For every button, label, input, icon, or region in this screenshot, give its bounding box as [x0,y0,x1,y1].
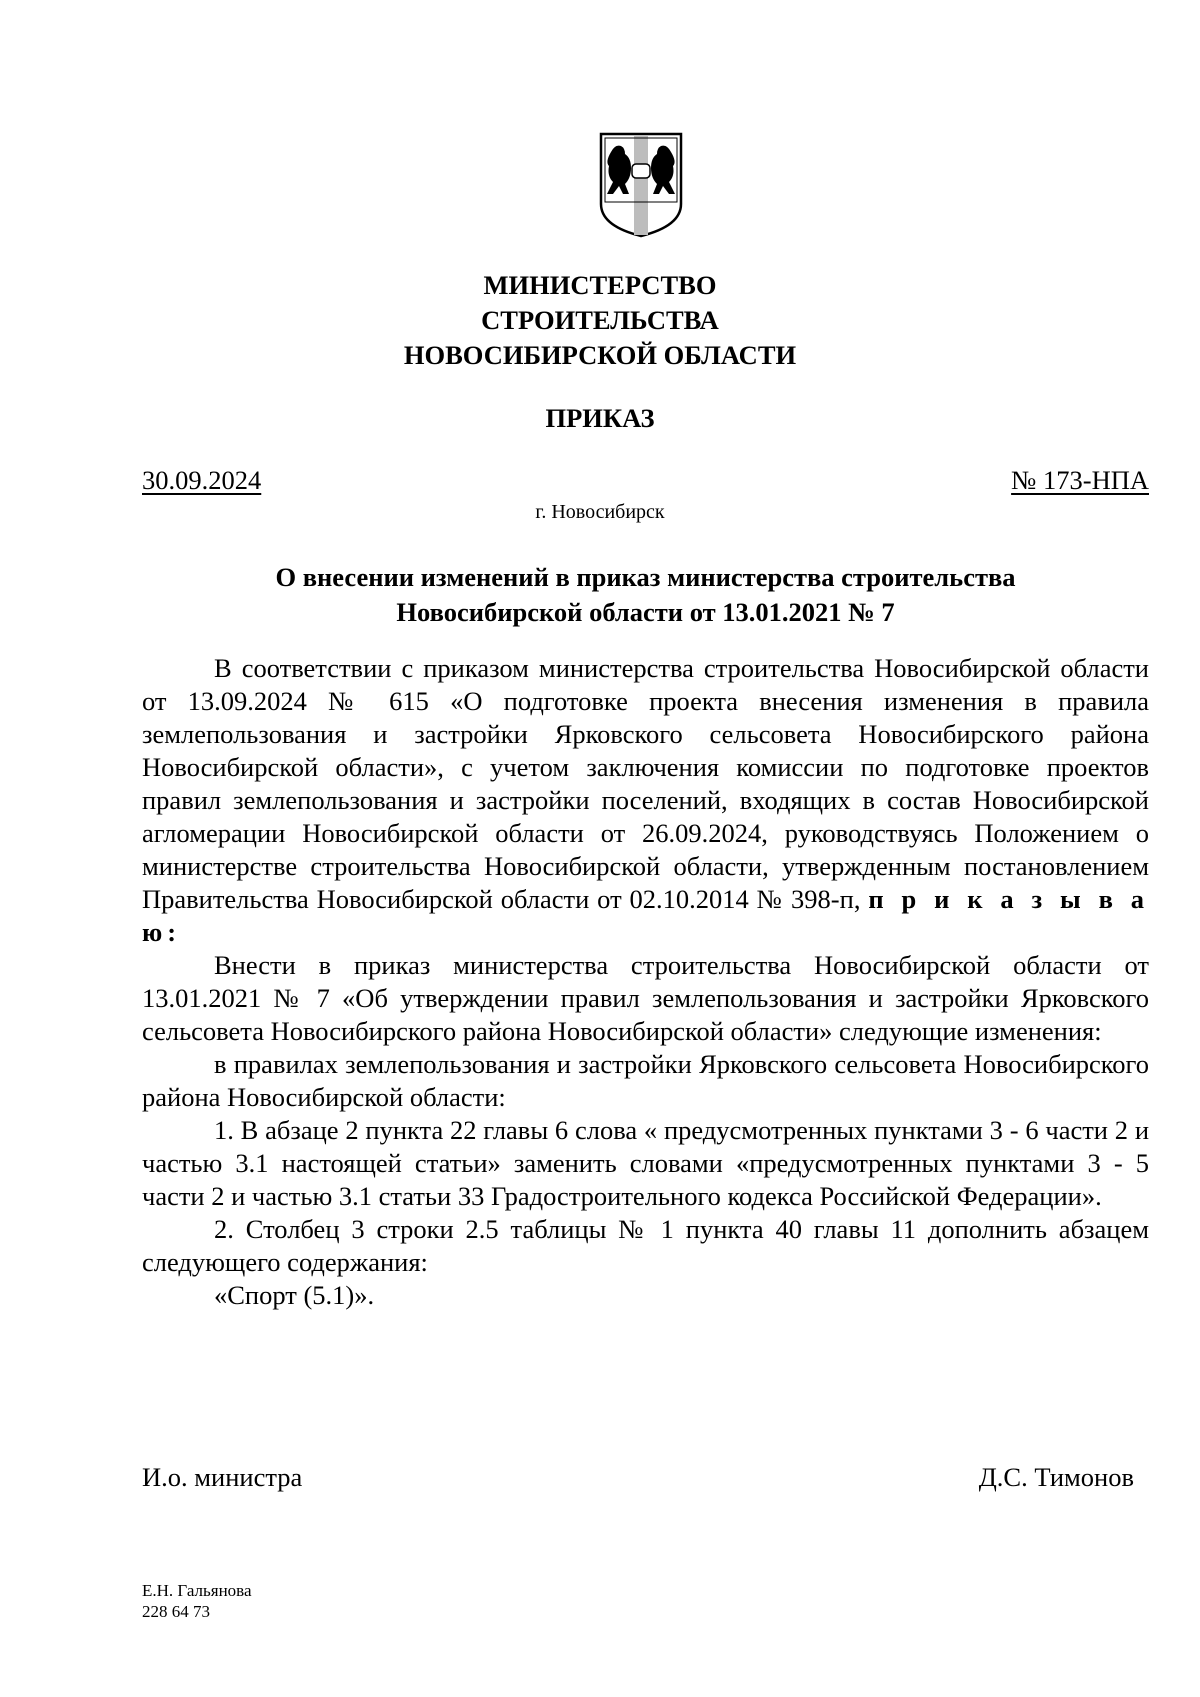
document-date: 30.09.2024 [142,465,262,495]
signer-name: Д.С. Тимонов [978,1462,1134,1492]
executor-name: Е.Н. Гальянова [142,1581,252,1600]
document-type: ПРИКАЗ [545,403,655,433]
document-subject [142,560,1149,630]
body-paragraph-1: Внести в приказ министерства строительства Новосибирской области от 13.01.2021 № 7 «Об утверждении правил землепользования и застройки Ярковского сельсовета Новосибирского района Новосибирской области» следующие изменения: [142,950,1149,1046]
executor-phone: 228 64 73 [142,1602,210,1621]
ministry-line-2: СТРОИТЕЛЬСТВА [481,305,719,335]
body-paragraph-2: в правилах землепользования и застройки Ярковского сельсовета Новосибирского района Новосибирской области: [142,1049,1149,1112]
body-paragraph-3: 1. В абзаце 2 пункта 22 главы 6 слова « предусмотренных пунктами 3 - 6 части 2 и частью 3.1 настоящей статьи» заменить словами «предусмотренных пунктами 3 - 5 части 2 и частью 3.1 статьи 33 Градостроительного кодекса Российской Федерации». [142,1115,1149,1211]
executor-block [142,1580,252,1622]
ministry-name [0,268,1200,373]
body-paragraph-5: «Спорт (5.1)». [214,1280,375,1310]
subject-line-2: Новосибирской области от 13.01.2021 № 7 [396,597,895,627]
signer-title: И.о. министра [142,1462,303,1492]
body-paragraph-4: 2. Столбец 3 строки 2.5 таблицы № 1 пункта 40 главы 11 дополнить абзацем следующего содержания: [142,1214,1149,1277]
preamble-text: В соответствии с приказом министерства строительства Новосибирской области от 13.09.2024 № 615 «О подготовке проекта внесения изменения в правила землепользования и застройки Ярковского сельсовета Новосибирского района Новосибирской области», с учетом заключения комиссии по подготовке проектов правил землепользования и застройки поселений, входящих в состав Новосибирской агломерации Новосибирской области от 26.09.2024, руководствуясь Положением о министерстве строительства Новосибирской области, утвержденным постановлением Правительства Новосибирской области от 02.10.2014 № 398-п, [142,653,1149,914]
preamble-paragraph [142,652,1149,949]
document-body [142,652,1149,1312]
subject-line-1: О внесении изменений в приказ министерства строительства [275,562,1016,592]
order-word: п р и к а з ы в а ю: [142,884,1150,947]
ministry-line-3: НОВОСИБИРСКОЙ ОБЛАСТИ [403,340,797,370]
coat-of-arms-icon [597,130,685,240]
document-number: № 173-НПА [1011,465,1149,495]
document-city: г. Новосибирск [535,501,665,523]
ministry-line-1: МИНИСТЕРСТВО [483,270,717,300]
